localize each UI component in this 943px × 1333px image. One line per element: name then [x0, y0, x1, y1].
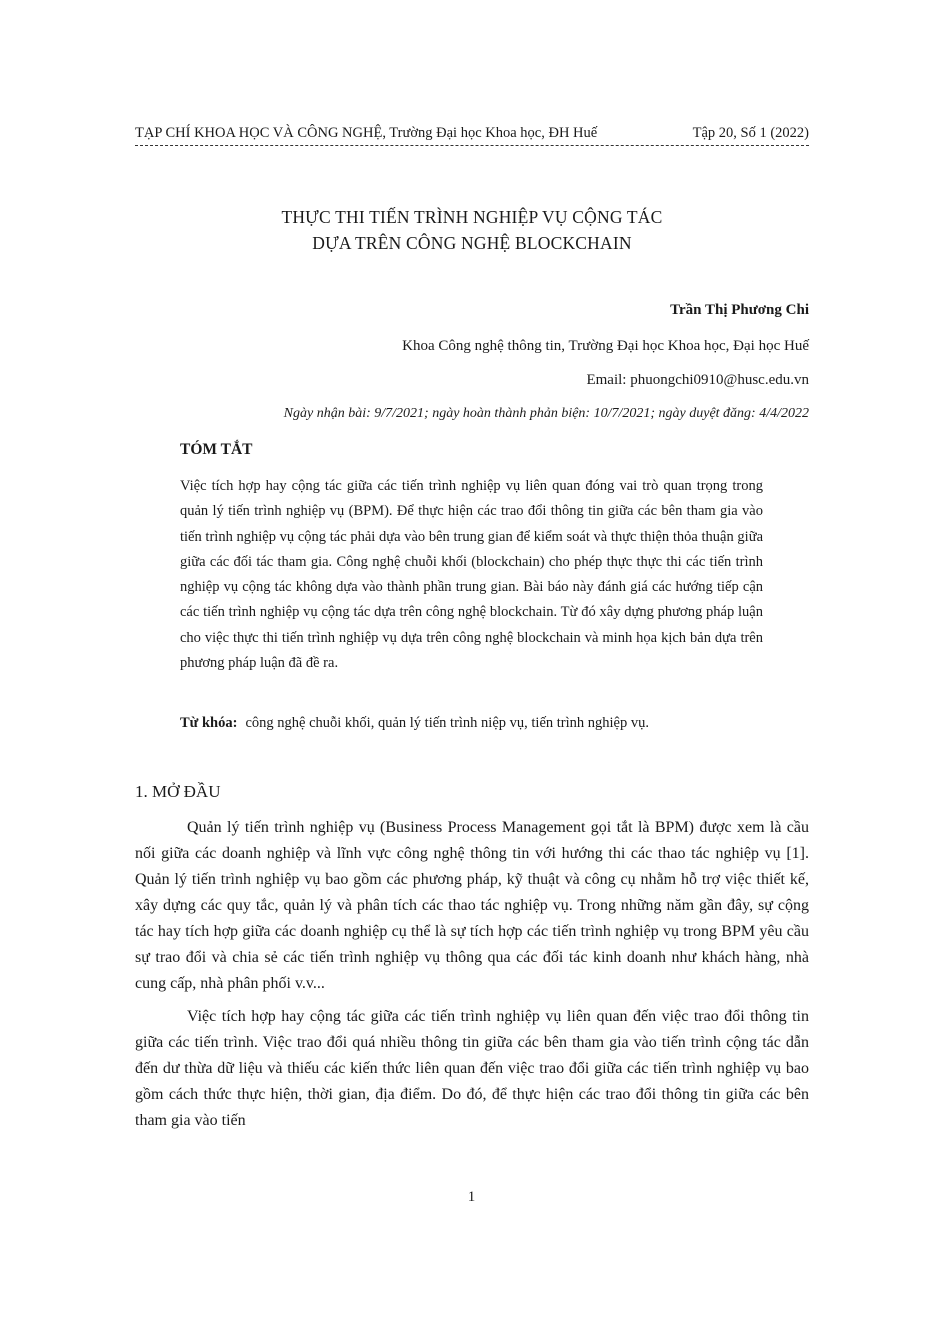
- running-header: [135, 123, 809, 147]
- author-email: [586, 372, 809, 389]
- author-name: Trần Thị Phương Chi: [670, 302, 809, 318]
- body-paragraph: Quản lý tiến trình nghiệp vụ (Business Process Management gọi tắt là BPM) được xem là cầu nối giữa các doanh nghiệp và lĩnh vực công nghệ thông tin với hướng thi các thao tác nghiệp vụ [1]. Quản lý tiến trình nghiệp vụ bao gồm các phương pháp, kỹ thuật và công cụ nhằm hỗ trợ việc thiết kế, xây dựng các quy tắc, quản lý và phân tích các thao tác nghiệp vụ. Trong những năm gần đây, sự cộng tác hay tích hợp giữa các doanh nghiệp cụ thể là sự tích hợp các tiến trình nghiệp vụ trong BPM yêu cầu sự trao đổi và chia sẻ các tiến trình nghiệp vụ thông qua các đối tác kinh doanh như khách hàng, nhà cung cấp, nhà phân phối v.v...: [135, 819, 809, 992]
- page-number: 1: [467, 1189, 476, 1205]
- title-line-2: DỰA TRÊN CÔNG NGHỆ BLOCKCHAIN: [312, 233, 632, 253]
- body-paragraph: Việc tích hợp hay cộng tác giữa các tiến trình nghiệp vụ liên quan đến việc trao đổi thông tin giữa các tiến trình. Việc trao đổi quá nhiều thông tin giữa các bên tham gia vào tiến trình cộng tác dẫn đến dư thừa dữ liệu và thiếu các kiến thức liên quan đến việc trao đổi giữa các tiến trình nghiệp vụ bao gồm cách thức thực hiện, thời gian, địa điểm. Do đó, để thực hiện các trao đổi thông tin giữa các bên tham gia vào tiến: [135, 1008, 809, 1129]
- header-divider: [135, 145, 809, 146]
- author-affiliation: Khoa Công nghệ thông tin, Trường Đại học Khoa học, Đại học Huế: [402, 338, 809, 354]
- email-label: Email:: [586, 372, 627, 388]
- keywords-list: công nghệ chuỗi khối, quản lý tiến trình niệp vụ, tiến trình nghiệp vụ.: [245, 715, 649, 731]
- keywords-label: Từ khóa:: [180, 715, 238, 731]
- abstract-heading: TÓM TẮT: [180, 441, 253, 458]
- email-address: phuongchi0910@husc.edu.vn: [630, 372, 809, 388]
- paper-title: [135, 204, 809, 256]
- title-line-1: THỰC THI TIẾN TRÌNH NGHIỆP VỤ CỘNG TÁC: [281, 207, 663, 227]
- section-body: [135, 815, 809, 1141]
- journal-name: TẠP CHÍ KHOA HỌC VÀ CÔNG NGHỆ, Trường Đại học Khoa học, ĐH Huế: [135, 125, 598, 141]
- section-heading: 1. MỞ ĐẦU: [135, 782, 221, 801]
- keywords: [180, 715, 780, 732]
- abstract-text: Việc tích hợp hay cộng tác giữa các tiến trình nghiệp vụ liên quan đóng vai trò quan trọng trong quản lý tiến trình nghiệp vụ (BPM). Để thực hiện các trao đổi thông tin giữa các bên tham gia vào tiến trình nghiệp vụ cộng tác phải dựa vào bên trung gian để kiểm soát và thực thiện thỏa thuận giữa giữa các đối tác tham gia. Công nghệ chuỗi khối (blockchain) cho phép thực thực thi các tiến trình nghiệp vụ cộng tác không dựa vào thành phần trung gian. Bài báo này đánh giá các hướng tiếp cận các tiến trình nghiệp vụ cộng tác dựa trên công nghệ blockchain. Từ đó xây dựng phương pháp luận cho việc thực thi tiến trình nghiệp vụ dựa trên công nghệ blockchain và minh họa kịch bản dựa trên phương pháp luận đã đề ra.: [180, 478, 763, 672]
- journal-volume: Tập 20, Số 1 (2022): [692, 125, 809, 141]
- submission-dates: Ngày nhận bài: 9/7/2021; ngày hoàn thành phản biện: 10/7/2021; ngày duyệt đăng: 4/4/2022: [283, 406, 809, 421]
